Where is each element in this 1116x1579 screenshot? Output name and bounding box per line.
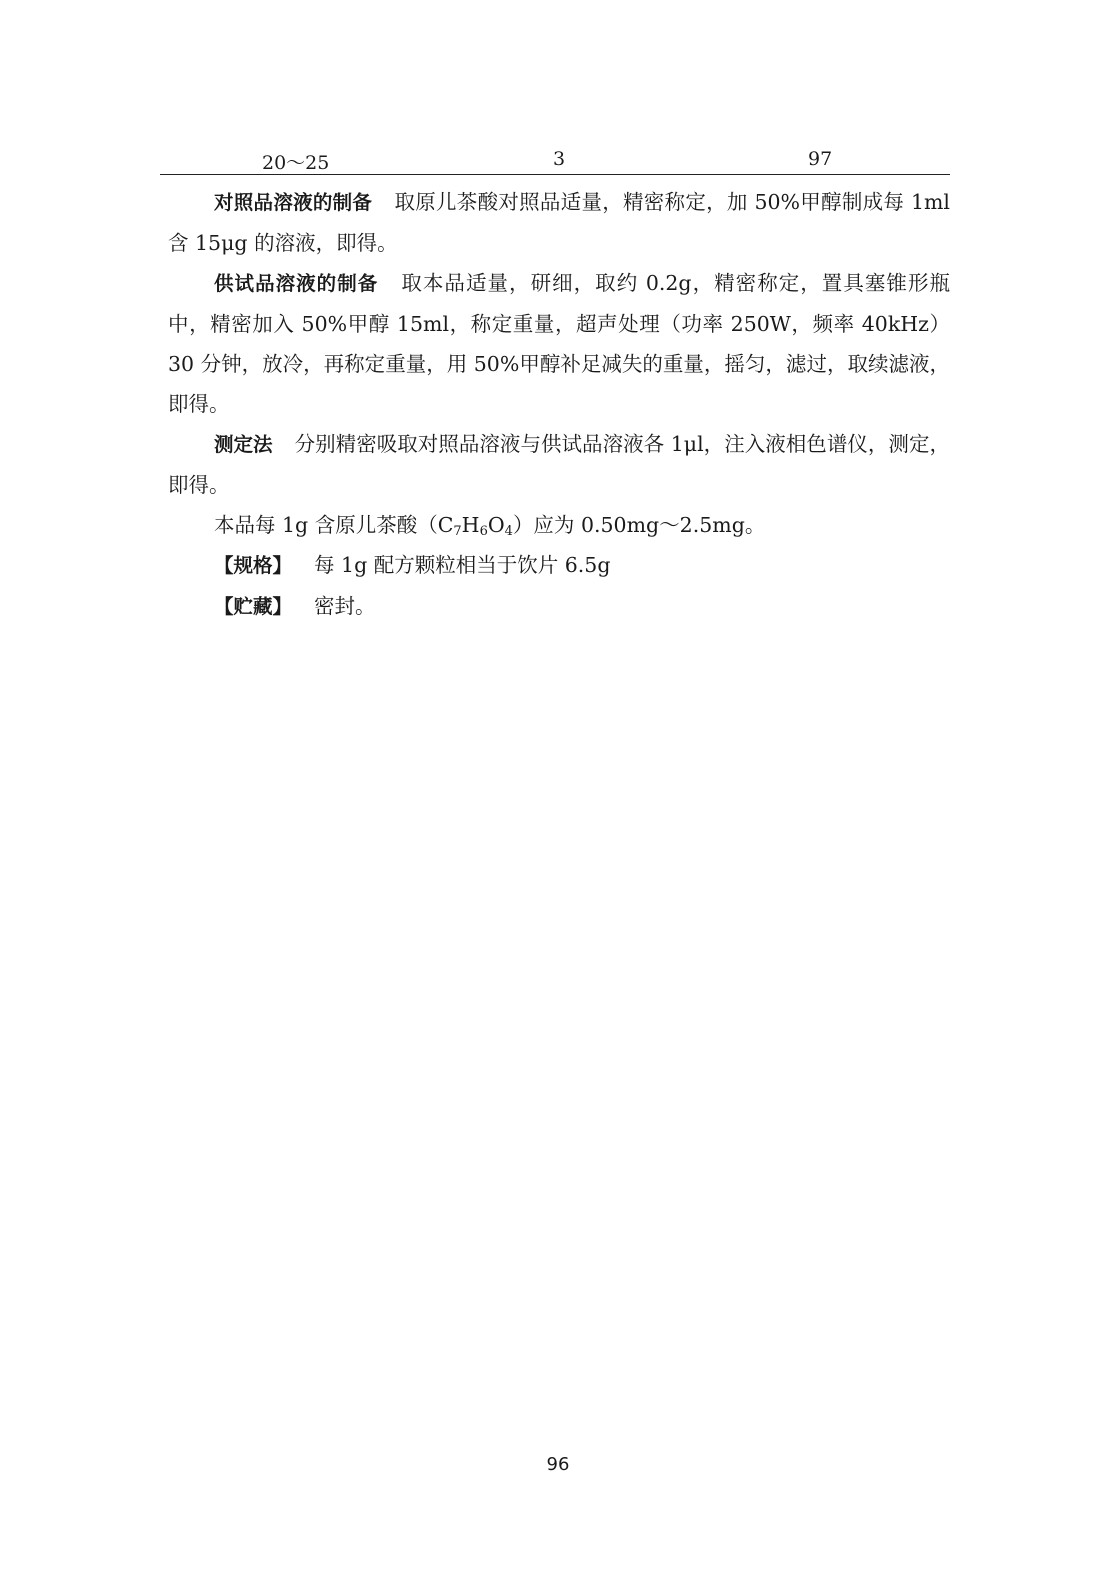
spec-heading: 【规格】 — [214, 554, 293, 577]
method-paragraph — [168, 424, 950, 505]
storage-heading: 【贮藏】 — [214, 595, 293, 618]
table-cell-mobile-b: 97 — [808, 148, 833, 170]
content-limit-paragraph — [168, 505, 950, 545]
reference-solution-text: 取原儿茶酸对照品适量，精密称定，加 50%甲醇制成每 1ml 含 15μg 的溶液，即得。 — [168, 190, 950, 255]
reference-solution-paragraph — [168, 182, 950, 263]
storage-text: 密封。 — [314, 594, 376, 618]
content-limit-suffix: ）应为 0.50mg～2.5mg。 — [512, 513, 766, 537]
document-body — [168, 182, 950, 627]
sample-solution-text: 取本品适量，研细，取约 0.2g，精密称定，置具塞锥形瓶中，精密加入 50%甲醇 15ml，称定重量，超声处理（功率 250W，频率 40kHz）30 分钟，放冷，再称定重量，用 50%甲醇补足减失的重量，摇匀，滤过，取续滤液，即得。 — [168, 271, 950, 416]
formula-subscript-h: 6 — [479, 524, 488, 539]
sample-solution-heading: 供试品溶液的制备 — [214, 272, 379, 295]
method-text: 分别精密吸取对照品溶液与供试品溶液各 1μl，注入液相色谱仪，测定，即得。 — [168, 432, 950, 497]
reference-solution-heading: 对照品溶液的制备 — [214, 191, 373, 214]
table-cell-range: 20～25 — [262, 152, 330, 174]
method-heading: 测定法 — [214, 433, 273, 456]
sample-solution-paragraph — [168, 263, 950, 424]
spec-text: 每 1g 配方颗粒相当于饮片 6.5g — [314, 553, 611, 577]
formula-h: H — [461, 513, 480, 537]
formula-subscript-o: 4 — [504, 524, 513, 539]
formula-o: O — [487, 513, 505, 537]
spec-paragraph — [168, 545, 950, 586]
page-number: 96 — [546, 1454, 570, 1475]
storage-paragraph — [168, 586, 950, 627]
content-limit-prefix: 本品每 1g 含原儿茶酸（C — [214, 513, 454, 537]
table-row — [160, 146, 950, 175]
formula-subscript-c: 7 — [453, 524, 462, 539]
table-cell-mobile-a: 3 — [553, 148, 566, 170]
